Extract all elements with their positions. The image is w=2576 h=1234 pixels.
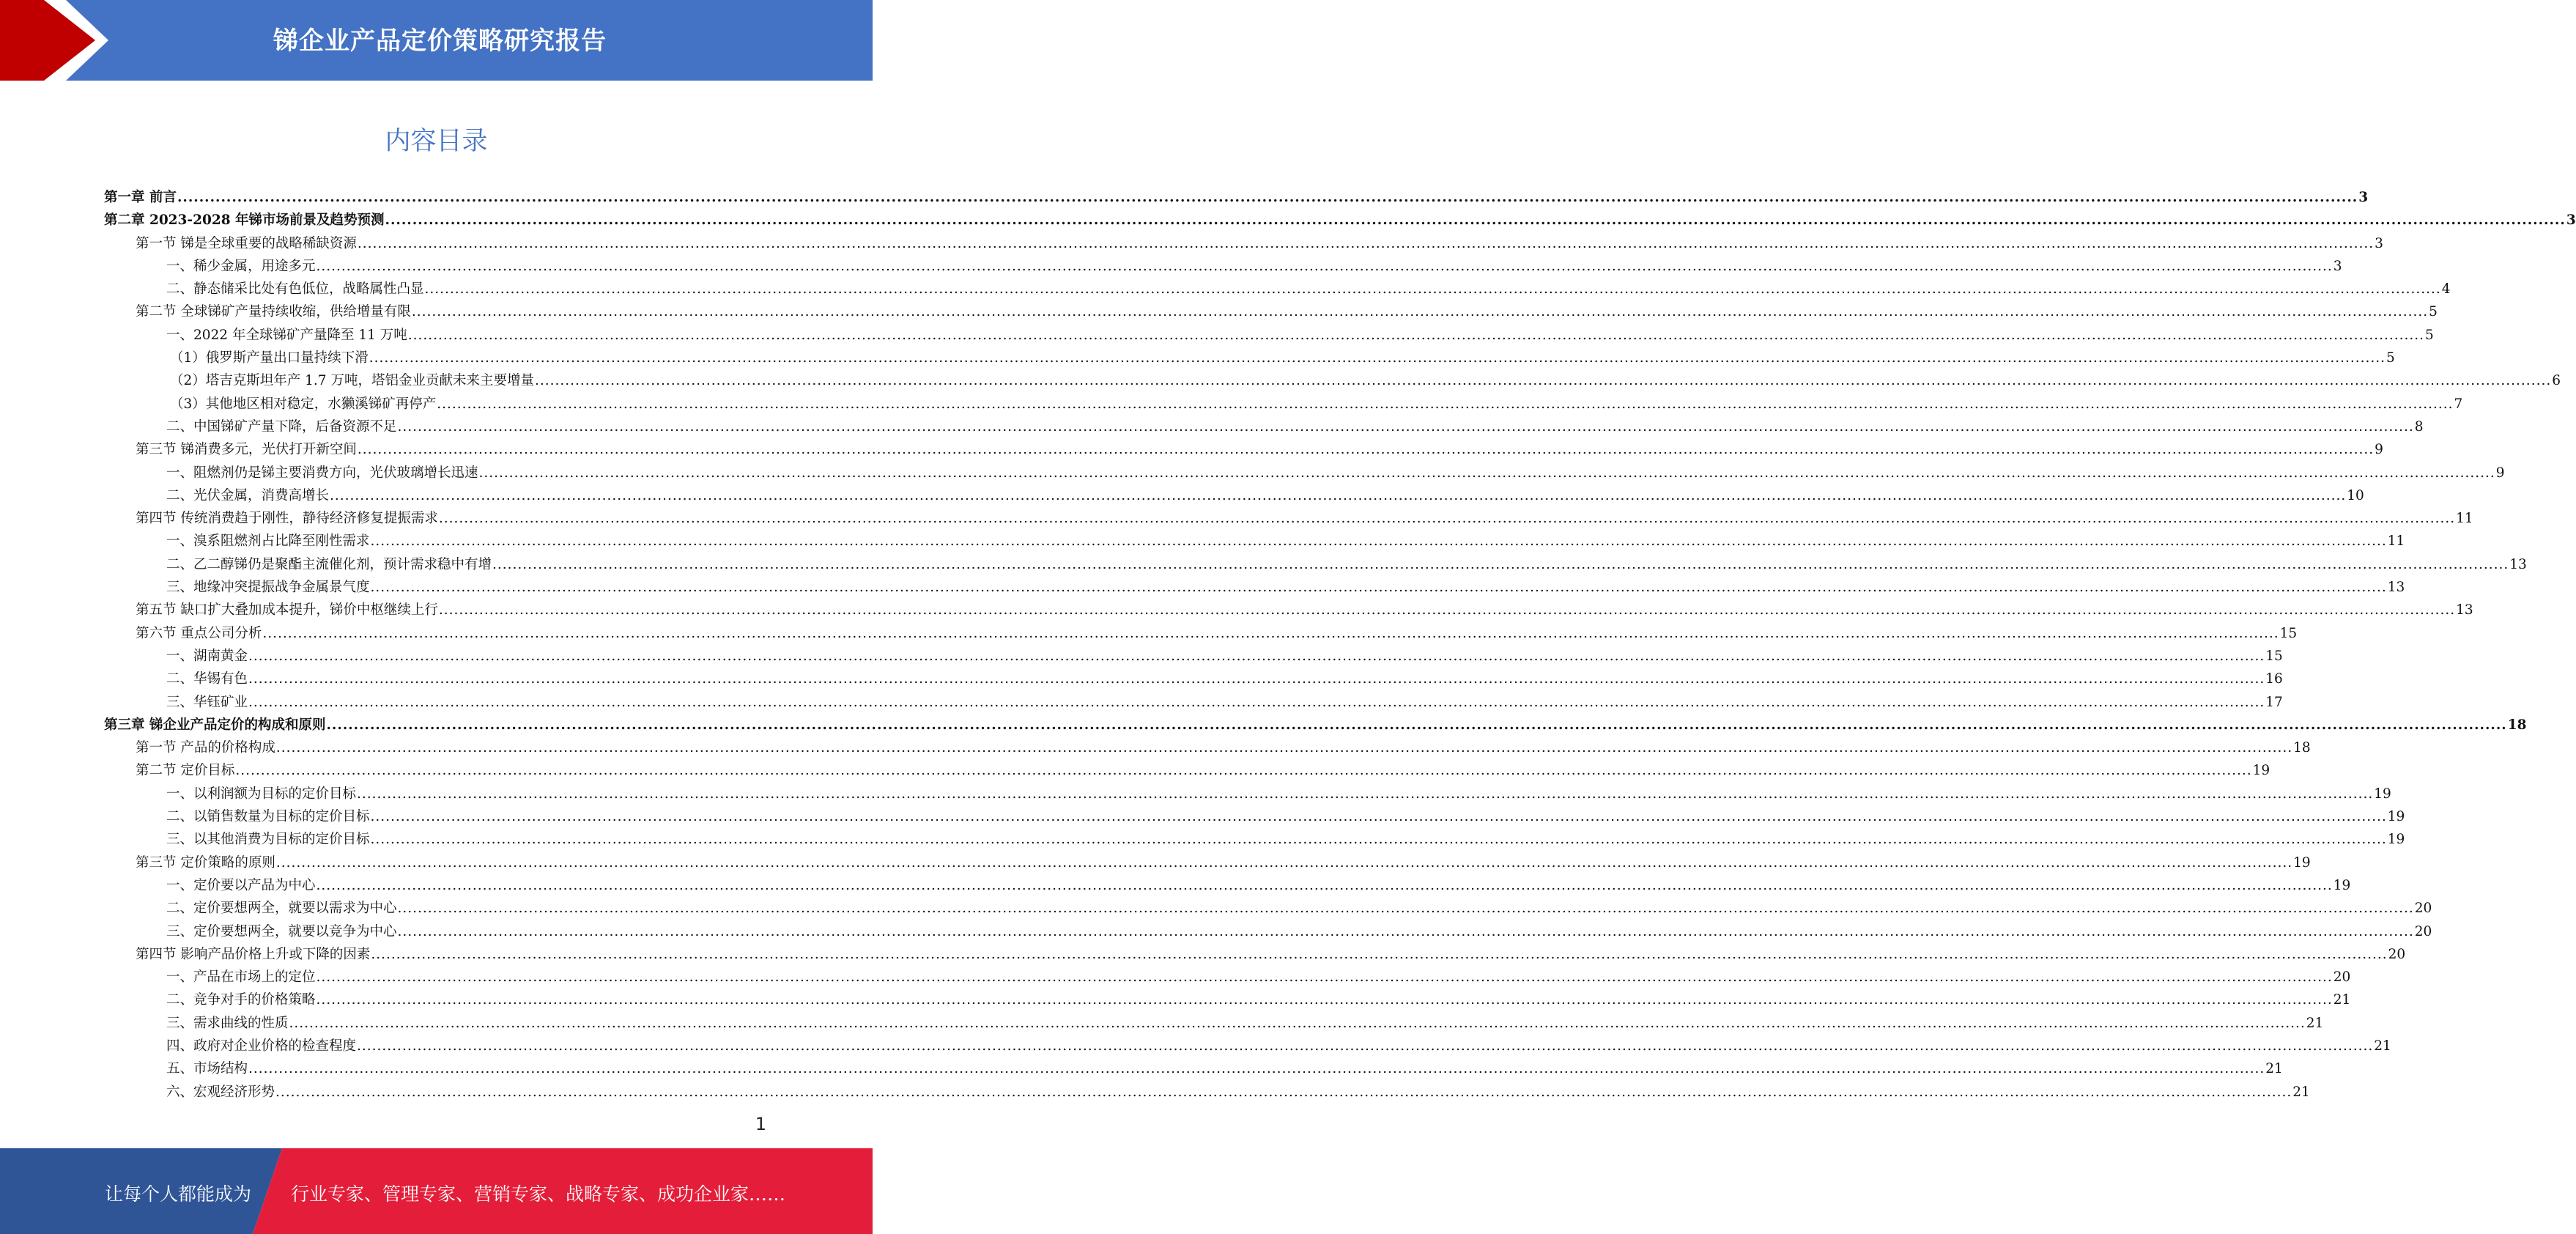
toc-entry-label: 第三节 锑消费多元，光伏打开新空间 [136,442,357,458]
toc-entry-label: 一、产品在市场上的定位 [166,969,316,986]
toc-leader-dots: ................................................................................................................................................................................................................................................................................................................................................................................................................ [316,969,2333,986]
toc-leader-dots: ................................................................................................................................................................................................................................................................................................................................................................................................................ [370,580,2387,596]
toc-entry[interactable] [104,759,2270,782]
toc-entry[interactable] [104,691,2283,714]
toc-entry-label: 二、以销售数量为目标的定价目标 [166,809,370,825]
header-banner [0,0,873,81]
toc-entry-page: 11 [2456,511,2473,527]
toc-entry-page: 15 [2265,648,2283,664]
toc-leader-dots: ................................................................................................................................................................................................................................................................................................................................................................................................................ [385,213,2566,229]
toc-entry-label: 三、华钰矿业 [166,694,248,710]
toc-entry[interactable] [104,989,2351,1011]
toc-entry[interactable] [104,714,2527,736]
toc-entry-page: 13 [2456,602,2473,618]
footer-slogan-right: 行业专家、管理专家、营销专家、战略专家、成功企业家…… [291,1183,786,1205]
toc-entry-page: 6 [2552,373,2561,389]
toc-leader-dots: ................................................................................................................................................................................................................................................................................................................................................................................................................ [357,235,2375,251]
toc-entry-label: （1）俄罗斯产量出口量持续下滑 [170,350,369,366]
toc-leader-dots: ................................................................................................................................................................................................................................................................................................................................................................................................................ [534,373,2552,389]
toc-entry-page: 20 [2414,901,2432,917]
toc-entry[interactable] [104,324,2434,347]
toc-leader-dots: ................................................................................................................................................................................................................................................................................................................................................................................................................ [438,511,2456,527]
toc-leader-dots: ................................................................................................................................................................................................................................................................................................................................................................................................................ [407,327,2425,343]
toc-entry[interactable] [104,1057,2283,1080]
toc-entry-label: 一、阻燃剂仍是锑主要消费方向，光伏玻璃增长迅速 [166,465,478,481]
toc-leader-dots: ................................................................................................................................................................................................................................................................................................................................................................................................................ [397,923,2414,939]
toc-leader-dots: ................................................................................................................................................................................................................................................................................................................................................................................................................ [316,877,2333,893]
toc-entry[interactable] [104,553,2527,576]
toc-entry[interactable] [104,851,2311,874]
toc-entry-label: 第三章 锑企业产品定价的构成和原则 [104,717,326,733]
toc-entry-label: 一、溴系阻燃剂占比降至刚性需求 [166,533,370,550]
toc-entry[interactable] [104,209,2576,232]
toc-entry-label: 三、以其他消费为目标的定价目标 [166,832,370,848]
toc-entry-label: 二、华锡有色 [166,671,248,687]
toc-leader-dots: ................................................................................................................................................................................................................................................................................................................................................................................................................ [478,465,2495,481]
toc-entry-label: 第三节 定价策略的原则 [136,854,275,871]
toc-leader-dots: ................................................................................................................................................................................................................................................................................................................................................................................................................ [371,946,2388,962]
toc-entry-page: 16 [2265,671,2283,687]
toc-leader-dots: ................................................................................................................................................................................................................................................................................................................................................................................................................ [369,350,2386,366]
toc-entry[interactable] [104,783,2391,805]
toc-entry[interactable] [104,530,2405,553]
toc-entry-page: 19 [2387,832,2405,848]
toc-entry-page: 19 [2374,786,2391,802]
toc-entry-page: 10 [2347,487,2364,503]
toc-entry[interactable] [104,300,2438,323]
toc-leader-dots: ................................................................................................................................................................................................................................................................................................................................................................................................................ [492,556,2509,572]
toc-entry[interactable] [104,438,2383,461]
toc-entry[interactable] [104,415,2424,438]
toc-entry-page: 4 [2441,281,2451,298]
toc-entry[interactable] [104,828,2405,851]
toc-entry-page: 20 [2414,923,2432,939]
toc-entry-page: 20 [2333,969,2351,986]
toc-leader-dots: ................................................................................................................................................................................................................................................................................................................................................................................................................ [235,763,2252,779]
footer-banner [0,1148,873,1234]
toc-entry-label: 第五节 缺口扩大叠加成本提升，锑价中枢继续上行 [136,602,438,618]
toc-entry-page: 5 [2386,350,2395,366]
toc-entry[interactable] [104,1035,2391,1057]
toc-entry-label: 五、市场结构 [166,1061,248,1077]
toc-leader-dots: ................................................................................................................................................................................................................................................................................................................................................................................................................ [248,694,2265,710]
toc-entry-page: 17 [2265,694,2283,710]
toc-entry-label: 第二节 定价目标 [136,763,235,779]
toc-entry-label: 二、定价要想两全，就要以需求为中心 [166,901,397,917]
toc-leader-dots: ................................................................................................................................................................................................................................................................................................................................................................................................................ [289,1015,2306,1031]
toc-entry-page: 19 [2333,877,2351,893]
toc-leader-dots: ................................................................................................................................................................................................................................................................................................................................................................................................................ [248,648,2265,664]
toc-entry-page: 7 [2454,396,2463,412]
toc-entry-label: 第四节 影响产品价格上升或下降的因素 [136,946,371,962]
toc-entry-label: 第一节 锑是全球重要的战略稀缺资源 [136,235,357,251]
toc-entry[interactable] [104,347,2395,369]
toc-entry-label: 二、静态储采比处有色低位，战略属性凸显 [166,281,424,298]
toc-entry-page: 13 [2387,580,2405,596]
toc-entry-label: 四、政府对企业价格的检查程度 [166,1038,357,1054]
toc-leader-dots: ................................................................................................................................................................................................................................................................................................................................................................................................................ [262,625,2279,641]
toc-heading: 内容目录 [385,127,488,156]
toc-entry[interactable] [104,668,2283,690]
toc-entry-page: 5 [2425,327,2434,343]
toc-entry[interactable] [104,622,2298,645]
toc-entry-page: 19 [2293,854,2311,871]
toc-entry[interactable] [104,1081,2310,1104]
toc-entry-page: 21 [2265,1061,2283,1077]
toc-entry-page: 3 [2566,213,2576,229]
toc-entry[interactable] [104,943,2406,966]
toc-leader-dots: ................................................................................................................................................................................................................................................................................................................................................................................................................ [248,671,2265,687]
toc-entry-page: 21 [2374,1038,2391,1054]
toc-leader-dots: ................................................................................................................................................................................................................................................................................................................................................................................................................ [316,258,2333,274]
toc-entry-label: 一、定价要以产品为中心 [166,877,316,893]
toc-entry-page: 21 [2333,992,2351,1008]
toc-entry[interactable] [104,805,2405,828]
toc-entry[interactable] [104,484,2364,507]
toc-entry[interactable] [104,255,2342,278]
toc-leader-dots: ................................................................................................................................................................................................................................................................................................................................................................................................................ [326,717,2507,733]
toc-entry-label: 二、乙二醇锑仍是聚酯主流催化剂，预计需求稳中有增 [166,556,492,572]
toc-entry-label: 三、定价要想两全，就要以竞争为中心 [166,923,397,939]
toc-entry-label: 一、湖南黄金 [166,648,248,664]
toc-entry[interactable] [104,576,2405,599]
toc-entry-page: 19 [2387,809,2405,825]
toc-entry-label: 一、稀少金属，用途多元 [166,258,316,274]
toc-entry-page: 5 [2429,304,2438,320]
toc-leader-dots: ................................................................................................................................................................................................................................................................................................................................................................................................................ [177,190,2358,205]
page-number: 1 [755,1114,766,1134]
toc-entry[interactable] [104,369,2561,392]
toc-leader-dots: ................................................................................................................................................................................................................................................................................................................................................................................................................ [437,396,2454,412]
toc-entry-label: 第二节 全球锑矿产量持续收缩，供给增量有限 [136,304,411,320]
toc-entry-label: 一、以利润额为目标的定价目标 [166,786,357,802]
toc-leader-dots: ................................................................................................................................................................................................................................................................................................................................................................................................................ [275,854,2293,871]
toc-entry-label: 三、地缘冲突提振战争金属景气度 [166,580,370,596]
toc-entry-label: 一、2022 年全球锑矿产量降至 11 万吨 [166,327,407,343]
footer-slogan-left: 让每个人都能成为 [105,1183,252,1205]
toc-leader-dots: ................................................................................................................................................................................................................................................................................................................................................................................................................ [357,1038,2374,1054]
toc-entry-page: 3 [2333,258,2342,274]
toc-entry-page: 8 [2414,418,2424,435]
toc-entry-page: 3 [2358,190,2369,205]
toc-entry-page: 13 [2509,556,2527,572]
toc-entry[interactable] [104,897,2432,920]
toc-entry-page: 18 [2507,717,2527,733]
toc-entry-page: 11 [2387,533,2405,550]
toc-entry[interactable] [104,393,2463,415]
toc-entry[interactable] [104,232,2383,255]
toc-entry-page: 19 [2252,763,2270,779]
toc-entry-label: 第六节 重点公司分析 [136,625,262,641]
toc-entry-label: 第一节 产品的价格构成 [136,740,275,756]
toc-entry-label: 二、竞争对手的价格策略 [166,992,316,1008]
toc-entry[interactable] [104,1012,2324,1035]
toc-entry-page: 20 [2388,946,2406,962]
toc-entry-page: 3 [2375,235,2383,251]
toc-entry[interactable] [104,462,2505,484]
report-title: 锑企业产品定价策略研究报告 [273,26,607,56]
toc-entry[interactable] [104,645,2283,668]
toc-leader-dots: ................................................................................................................................................................................................................................................................................................................................................................................................................ [357,442,2375,458]
toc-entry-label: 第一章 前言 [104,190,177,205]
toc-leader-dots: ................................................................................................................................................................................................................................................................................................................................................................................................................ [275,1084,2292,1100]
toc-entry-label: 第二章 2023-2028 年锑市场前景及趋势预测 [104,213,385,229]
toc-entry-label: 第四节 传统消费趋于刚性，静待经济修复提振需求 [136,511,438,527]
toc-leader-dots: ................................................................................................................................................................................................................................................................................................................................................................................................................ [438,602,2456,618]
toc-entry[interactable] [104,599,2473,621]
toc-entry[interactable] [104,186,2369,209]
toc-leader-dots: ................................................................................................................................................................................................................................................................................................................................................................................................................ [397,901,2414,917]
toc-entry-page: 15 [2279,625,2298,641]
toc-entry-label: 二、中国锑矿产量下降，后备资源不足 [166,418,397,435]
table-of-contents [104,186,2576,1104]
toc-entry[interactable] [104,507,2473,530]
toc-entry-label: （2）塔吉克斯坦年产 1.7 万吨，塔铝金业贡献未来主要增量 [170,373,534,389]
toc-leader-dots: ................................................................................................................................................................................................................................................................................................................................................................................................................ [275,740,2293,756]
toc-leader-dots: ................................................................................................................................................................................................................................................................................................................................................................................................................ [397,418,2414,435]
toc-leader-dots: ................................................................................................................................................................................................................................................................................................................................................................................................................ [330,487,2347,503]
toc-leader-dots: ................................................................................................................................................................................................................................................................................................................................................................................................................ [411,304,2429,320]
toc-entry-label: 六、宏观经济形势 [166,1084,275,1100]
toc-leader-dots: ................................................................................................................................................................................................................................................................................................................................................................................................................ [424,281,2441,298]
toc-leader-dots: ................................................................................................................................................................................................................................................................................................................................................................................................................ [357,786,2374,802]
toc-entry-page: 21 [2306,1015,2324,1031]
toc-leader-dots: ................................................................................................................................................................................................................................................................................................................................................................................................................ [370,809,2387,825]
toc-entry[interactable] [104,278,2451,300]
toc-entry-page: 9 [2495,465,2505,481]
toc-entry[interactable] [104,920,2432,943]
toc-entry[interactable] [104,966,2351,989]
toc-entry-label: 二、光伏金属，消费高增长 [166,487,330,503]
toc-leader-dots: ................................................................................................................................................................................................................................................................................................................................................................................................................ [370,533,2387,550]
toc-entry-page: 18 [2293,740,2311,756]
toc-entry[interactable] [104,736,2311,759]
toc-leader-dots: ................................................................................................................................................................................................................................................................................................................................................................................................................ [370,832,2387,848]
toc-entry-page: 9 [2375,442,2383,458]
toc-entry-page: 21 [2292,1084,2310,1100]
toc-entry-label: （3）其他地区相对稳定，水獭溪锑矿再停产 [170,396,437,412]
toc-leader-dots: ................................................................................................................................................................................................................................................................................................................................................................................................................ [248,1061,2265,1077]
toc-leader-dots: ................................................................................................................................................................................................................................................................................................................................................................................................................ [316,992,2333,1008]
toc-entry-label: 三、需求曲线的性质 [166,1015,289,1031]
toc-entry[interactable] [104,874,2351,897]
